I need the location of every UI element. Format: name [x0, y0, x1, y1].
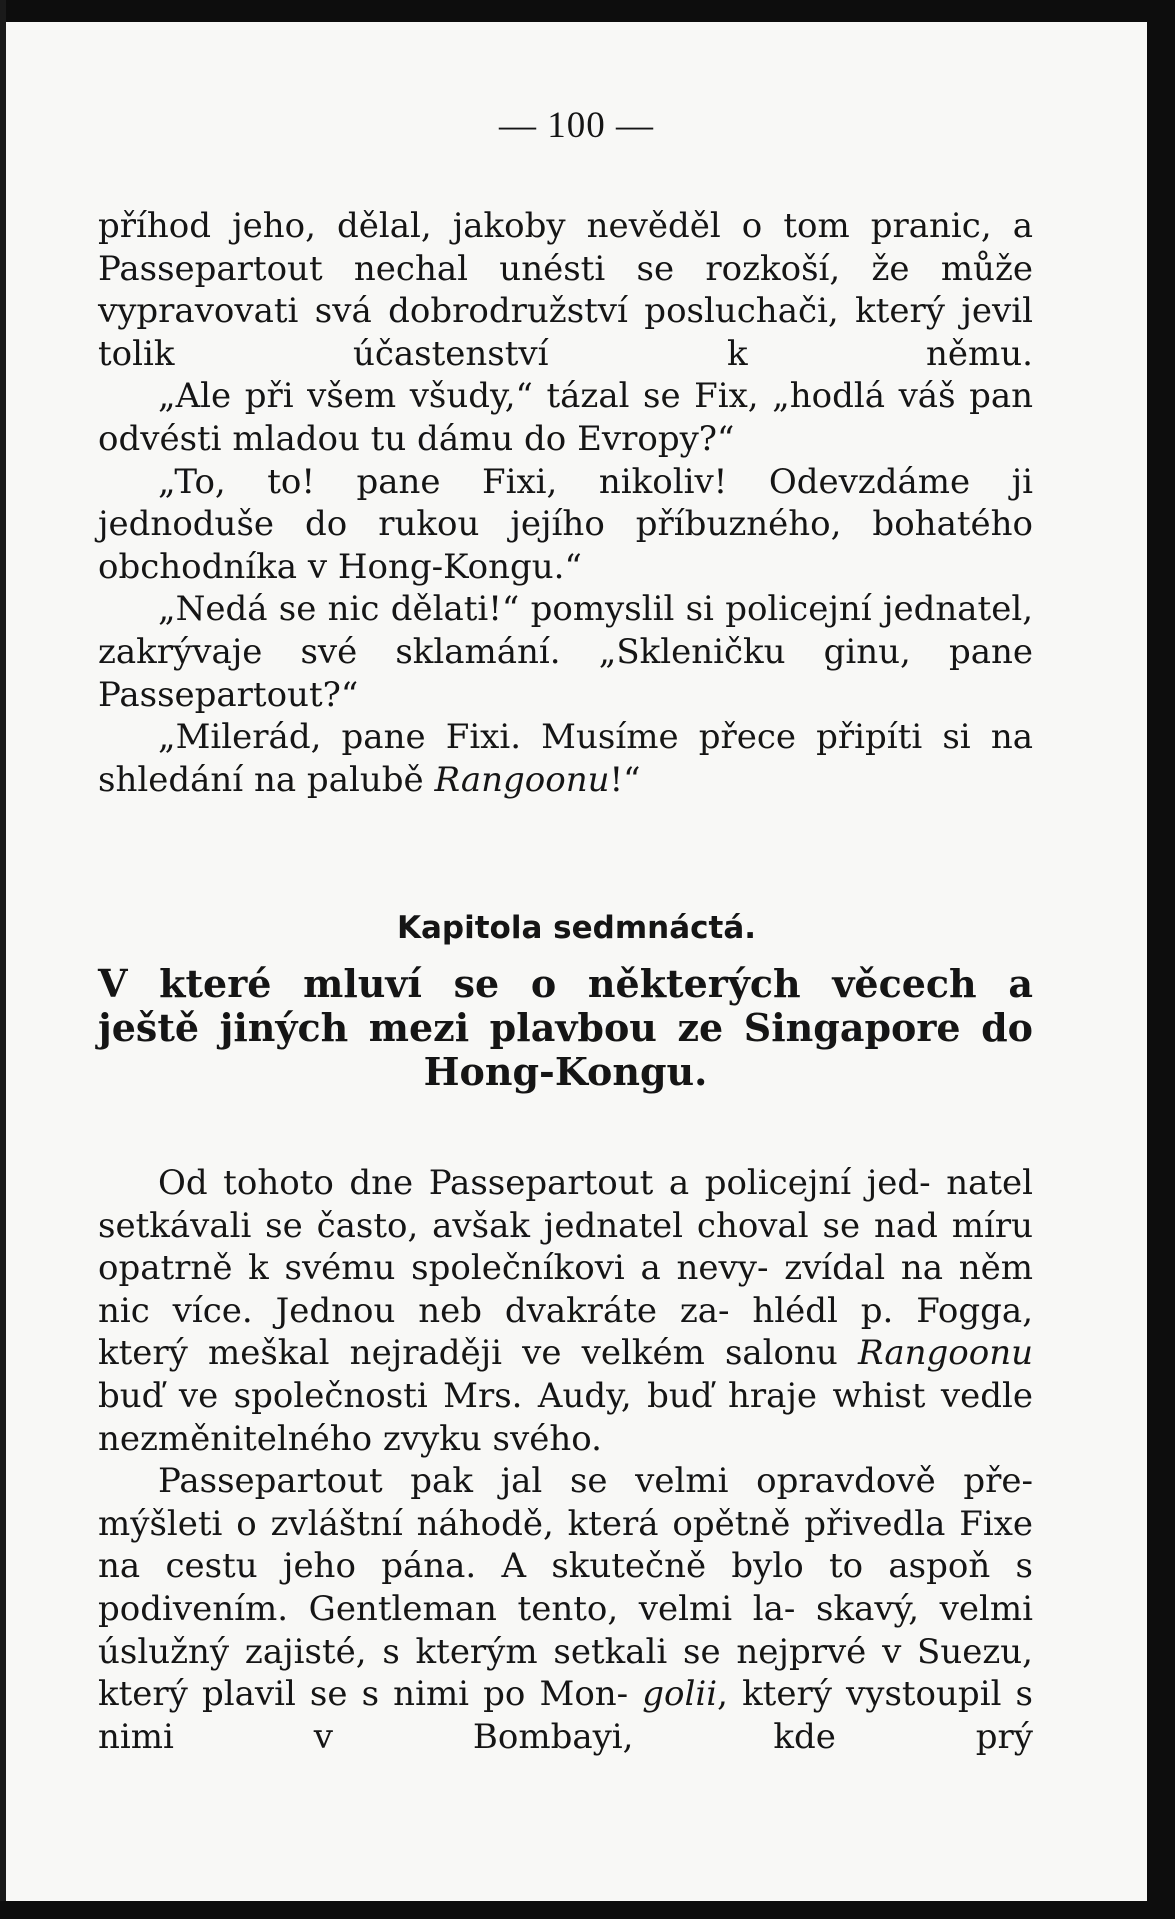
text-line: Od tohoto dne Passepartout a policejní jed- [158, 1163, 931, 1203]
text-line: „Ale při všem všudy,“ tázal se Fix, „hodlá [158, 376, 886, 417]
book-page [6, 22, 1147, 1901]
text-line: zvídal na něm nic více. Jednou neb dvakráte za- [98, 1248, 1033, 1331]
chapter-heading-line: ještě jiných mezi plavbou ze Singapore do [98, 1005, 1033, 1050]
text-line: Passepartout pak jal se velmi opravdově pře- [158, 1461, 1033, 1502]
text-line: Fixe na cestu jeho pána. A skutečně bylo to [98, 1503, 1033, 1587]
paragraph [98, 205, 1033, 375]
text-line: „To, to! pane Fixi, nikoliv! Odevzdáme ji [158, 461, 1033, 502]
text-line: obchodníka v Hong-Kongu.“ [98, 546, 582, 587]
ship-name: Rangoonu [434, 759, 610, 800]
paragraph [98, 461, 1033, 589]
text-line: natel setkávali se často, avšak jednatel choval se [98, 1163, 1034, 1246]
text-line: aspoň s podivením. Gentleman tento, velmi la- [98, 1546, 1033, 1629]
text-line: „Milerád, pane Fixi. Musíme přece připíti si [158, 717, 971, 758]
text-line: salonu [724, 1333, 858, 1374]
text-line: mýšleti o zvláštní náhodě, která opětně přivedla [98, 1503, 946, 1544]
chapter-label: Kapitola sedmnáctá. [396, 910, 757, 946]
text-line: jevil tolik účastenství k němu. [98, 291, 1033, 374]
ship-name: golii [642, 1674, 718, 1715]
paragraph [98, 1460, 1033, 1758]
text-line: , který vystoupil s nimi v Bombayi, kde prý [98, 1674, 1033, 1757]
top-text-block [98, 205, 1033, 801]
text-line: skavý, velmi úslužný zajisté, s kterým setkali se [98, 1588, 1033, 1672]
text-line: hlédl p. Fogga, který meškal nejraději ve velkém [98, 1290, 1034, 1374]
scan-border-right [1147, 0, 1175, 1919]
bottom-text-block [98, 1162, 1033, 1758]
paragraph [98, 716, 1033, 801]
text-line: příhod jeho, dělal, jakoby nevěděl o tom pranic, [98, 206, 992, 246]
chapter-heading-line: V které mluví se o některých věcech a [98, 961, 1033, 1006]
text-line: nejprvé v Suezu, který plavil se s nimi po Mon- [98, 1631, 1033, 1715]
paragraph [98, 588, 1033, 716]
page-number: — 100 — [499, 105, 654, 146]
text-line: buď ve společnosti Mrs. Audy, [98, 1375, 632, 1416]
text-line: „Nedá se nic dělati!“ pomyslil si policejní [158, 589, 872, 630]
text-line: jednoduše do rukou jejího příbuzného, bohatého [98, 504, 1033, 545]
chapter-heading [98, 962, 1033, 1094]
scan-border-top [0, 0, 1175, 22]
text-line: vypravovati svá dobrodružství posluchači, který [98, 291, 945, 332]
text-line: jednatel, zakrývaje své sklamání. „Skleničku ginu, [98, 589, 1033, 672]
paragraph [98, 375, 1033, 460]
scan-border-bottom [0, 1901, 1175, 1919]
text-line: váš pan odvésti mladou tu dámu do Evropy?“ [98, 376, 1034, 459]
text-line: !“ [609, 759, 641, 800]
text-line: na shledání na palubě [98, 717, 1033, 800]
text-line: nad míru opatrně k svému společníkovi a nevy- [98, 1205, 1033, 1289]
text-line: pane Passepartout?“ [98, 631, 1033, 715]
paragraph [98, 1162, 1033, 1460]
ship-name: Rangoonu [857, 1333, 1033, 1374]
text-line: buď hraje whist vedle nezměnitelného zvyku svého. [98, 1375, 1033, 1459]
text-line: a Passepartout nechal unésti se rozkoší, že může [98, 206, 1033, 289]
chapter-heading-line: Hong-Kongu. [423, 1049, 708, 1094]
